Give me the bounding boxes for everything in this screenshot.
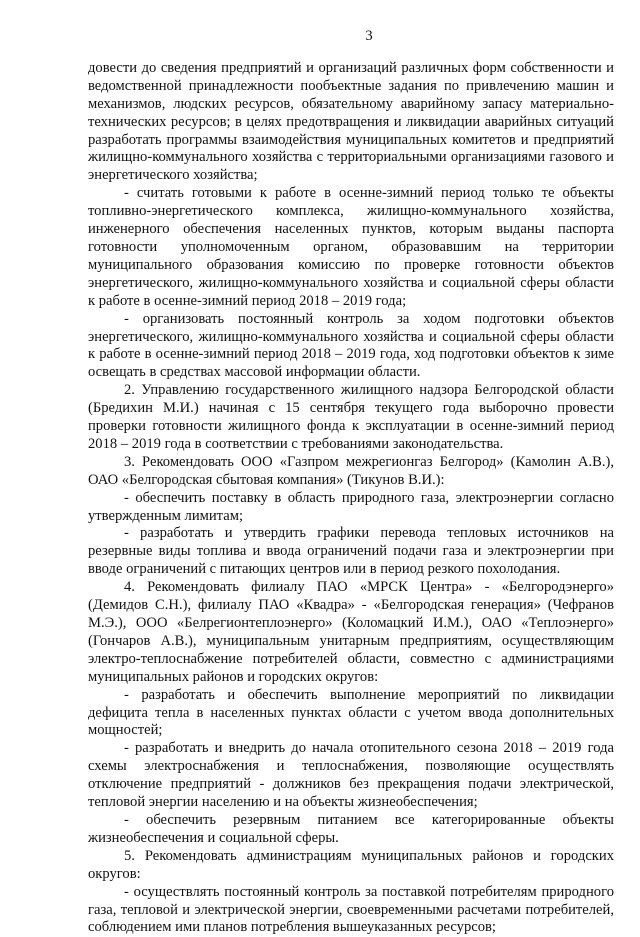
paragraph: - считать готовыми к работе в осенне-зимний период только те объекты топливно-энергетического комплекса, жилищно-коммунального хозяйства, инженерного обеспечения населенных пунктов, которым выданы паспорта готовности уполномоченным органом, образовавшим на территории муниципального образования комиссию по проверке готовности объектов энергетического, жилищно-коммунального хозяйства и социальной сферы области к работе в осенне-зимний период 2018 – 2019 года; xyxy=(88,185,614,309)
paragraph: 3. Рекомендовать ООО «Газпром межрегионгаз Белгород» (Камолин А.В.), ОАО «Белгородская сбытовая компания» (Тикунов В.И.): xyxy=(88,453,614,488)
paragraph: - разработать и внедрить до начала отопительного сезона 2018 – 2019 года схемы электроснабжения и теплоснабжения, позволяющие осуществлять отключение предприятий - должников без прекращения подачи электрической, тепловой энергии населению и на объекты жизнеобеспечения; xyxy=(88,740,614,811)
document-body xyxy=(88,60,614,937)
paragraph: 5. Рекомендовать администрациям муниципальных районов и городских округов: xyxy=(88,847,614,882)
paragraph: 4. Рекомендовать филиалу ПАО «МРСК Центра» - «Белгородэнерго» (Демидов С.Н.), филиалу ПАО «Квадра» - «Белгородская генерация» (Чефранов М.Э.), ООО «Белрегионтеплоэнерго» (Коломацкий И.М.), ОАО «Теплоэнерго» (Гончаров А.В.), муниципальным унитарным предприятиям, осуществляющим электро-теплоснабжение потребителей области, совместно с администрациями муниципальных районов и городских округов: xyxy=(88,579,614,685)
paragraph: - осуществлять постоянный контроль за поставкой потребителям природного газа, тепловой и электрической энергии, своевременными расчетами потребителей, соблюдением ими планов потребления вышеуказанных ресурсов; xyxy=(88,883,614,936)
paragraph: - обеспечить резервным питанием все категорированные объекты жизнеобеспечения и социальной сферы. xyxy=(88,811,614,846)
paragraph: довести до сведения предприятий и организаций различных форм собственности и ведомственной принадлежности пообъектные задания по привлечению машин и механизмов, людских ресурсов, обязательному аварийному запасу материально-технических ресурсов; в целях предотвращения и ликвидации аварийных ситуаций разработать программы взаимодействия муниципальных комитетов и предприятий жилищно-коммунального хозяйства с территориальными организациями газового и энергетического хозяйства; xyxy=(88,59,614,184)
paragraph: - организовать постоянный контроль за ходом подготовки объектов энергетического, жилищно-коммунального хозяйства и социальной сферы области к работе в осенне-зимний период 2018 – 2019 года, ход подготовки объектов к зиме освещать в средствах массовой информации области. xyxy=(88,310,614,381)
paragraph: 2. Управлению государственного жилищного надзора Белгородской области (Бредихин М.И.) начиная с 15 сентября текущего года выборочно провести проверки готовности жилищного фонда к эксплуатации в осенне-зимний период 2018 – 2019 года в соответствии с требованиями законодательства. xyxy=(88,382,614,452)
paragraph: - разработать и обеспечить выполнение мероприятий по ликвидации дефицита тепла в населенных пунктах области с учетом ввода дополнительных мощностей; xyxy=(88,686,614,739)
paragraph: - обеспечить поставку в область природного газа, электроэнергии согласно утвержденным лимитам; xyxy=(88,489,614,524)
page-number: 3 xyxy=(365,28,373,44)
paragraph: - разработать и утвердить графики перевода тепловых источников на резервные виды топлива и ввода ограничений подачи газа и электроэнергии при вводе ограничений с питающих центров или в период резкого похолодания. xyxy=(88,525,614,578)
